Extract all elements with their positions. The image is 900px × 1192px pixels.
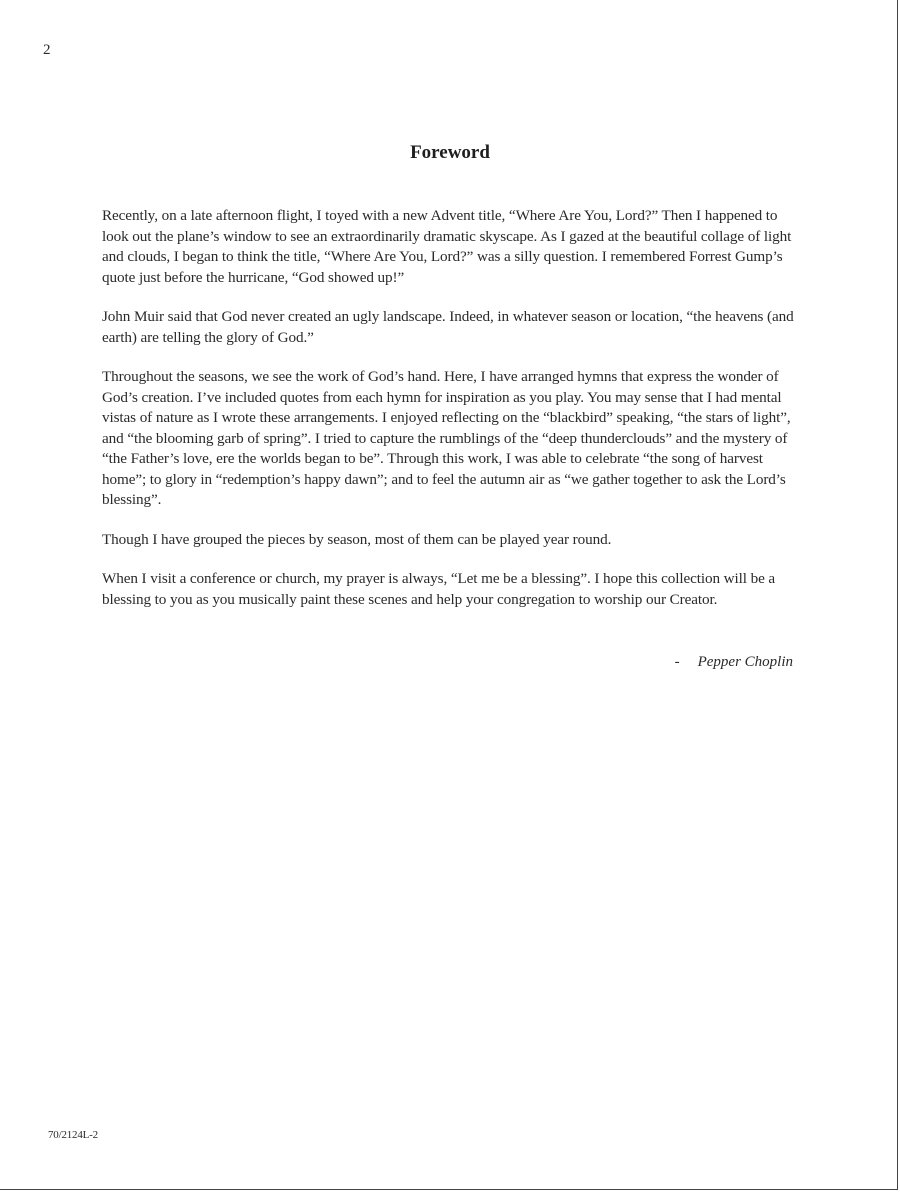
paragraph-3: Throughout the seasons, we see the work of God’s hand. Here, I have arranged hymns that express the wonder of God’s creation. I’ve included quotes from each hymn for inspiration as you play. You may sense that I had mental vistas of nature as I wrote these arrangements. I enjoyed reflecting on the “blackbird” speaking, “the stars of light”, and “the blooming garb of spring”. I tried to capture the rumblings of the “deep thunderclouds” and the mystery of “the Father’s love, ere the worlds began to be”. Through this work, I was able to celebrate “the song of harvest home”; to glory in “redemption’s happy dawn”; and to feel the autumn air as “we gather together to ask the Lord’s blessing”. bbox=[102, 368, 791, 508]
page-number: 2 bbox=[43, 42, 51, 58]
paragraph-4: Though I have grouped the pieces by season, most of them can be played year round. bbox=[102, 530, 612, 548]
paragraph-5: When I visit a conference or church, my prayer is always, “Let me be a blessing”. I hope this collection will be a blessing to you as you musically paint these scenes and help your congregation to worship our Creator. bbox=[102, 570, 776, 608]
paragraph-1: Recently, on a late afternoon flight, I toyed with a new Advent title, “Where Are You, Lord?” Then I happened to look out the plane’s window to see an extraordinarily dramatic skyscape. As I gazed at the beautiful collage of light and clouds, I began to think the title, “Where Are You, Lord?” was a silly question. I remembered Forrest Gump’s quote just before the hurricane, “God showed up!” bbox=[102, 207, 792, 286]
foreword-body bbox=[102, 206, 802, 629]
paragraph-2: John Muir said that God never created an ugly landscape. Indeed, in whatever season or location, “the heavens (and earth) are telling the glory of God.” bbox=[102, 308, 794, 346]
page-title: Foreword bbox=[410, 142, 490, 163]
catalog-code: 70/2124L-2 bbox=[48, 1129, 98, 1141]
author-signature bbox=[675, 654, 793, 671]
author-name: Pepper Choplin bbox=[697, 654, 793, 670]
signature-dash: - bbox=[674, 654, 680, 670]
